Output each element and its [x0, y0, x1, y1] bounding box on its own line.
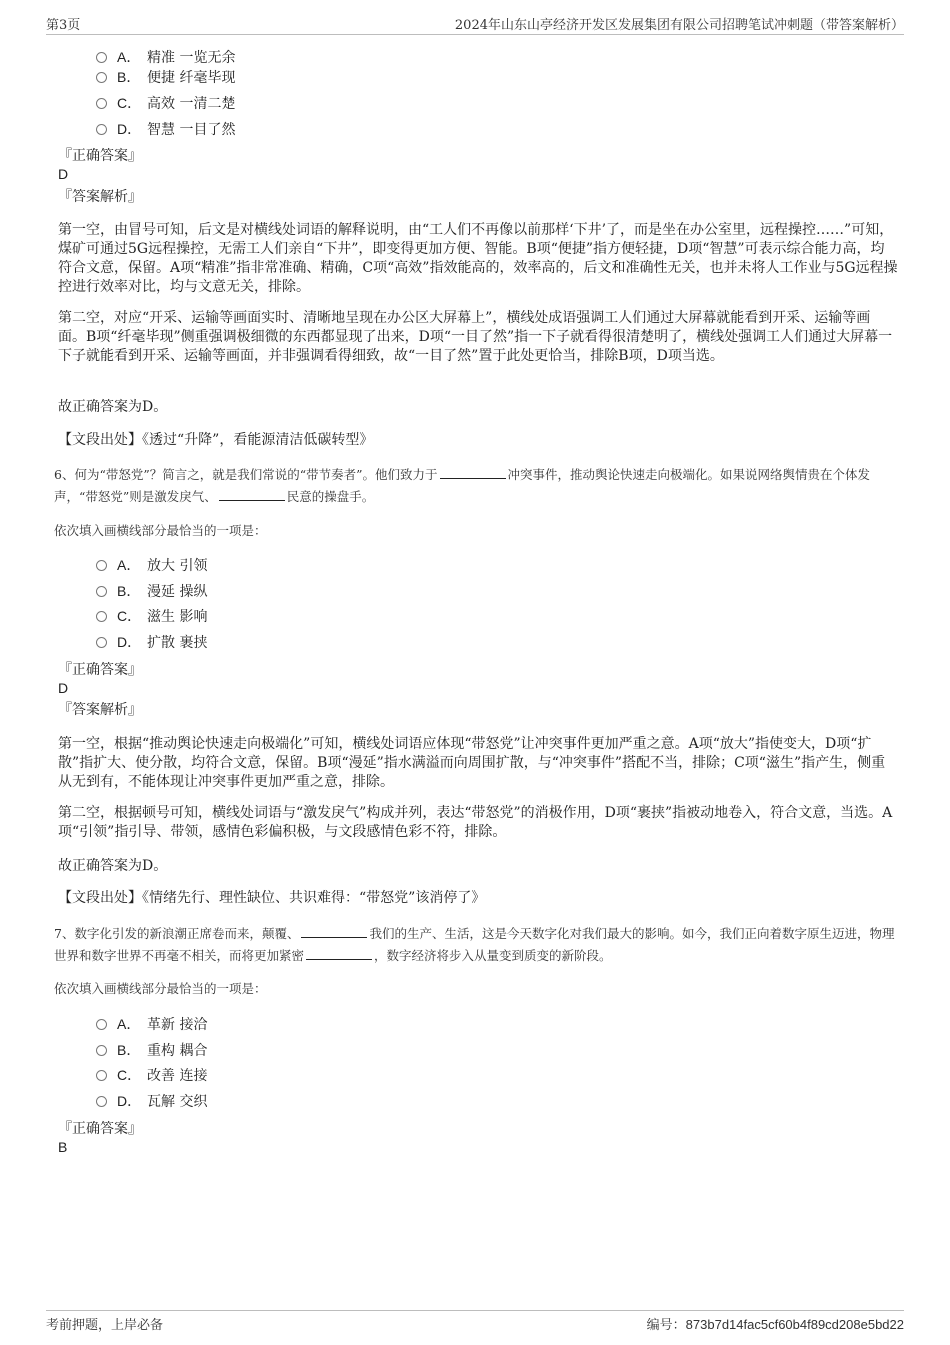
radio-icon[interactable] — [96, 1045, 107, 1056]
q6-analysis-label: 『答案解析』 — [58, 702, 142, 718]
q7-answer-label: 『正确答案』 — [58, 1121, 142, 1137]
q6-analysis-para-1: 第一空，根据“推动舆论快速走向极端化”可知，横线处词语应体现“带怒党”让冲突事件更加严重之意。A项“放大”指使变大，D项“扩散”指扩大、使分散，均符合文意，保留。B项“漫延”指水满溢而向周围扩散，与“冲突事件”搭配不当，排除；C项“滋生”指产生，侧重从无到有，不能体现让冲突事件更加严重之意，排除。 — [58, 736, 886, 790]
radio-icon[interactable] — [96, 52, 107, 63]
q5-option-c[interactable]: C． 高效 一清二楚 — [96, 93, 235, 113]
q6-question: 6、何为“带怒党”？简言之，就是我们常说的“带节奏者”。他们致力于 冲突事件，推动舆论快速走向极端化。如果说网络舆情贵在个体发声，“带怒党”则是激发戾气、 民意的操盘手。 — [54, 467, 871, 504]
q5-option-b[interactable]: B． 便捷 纤毫毕现 — [96, 67, 235, 87]
q6-option-c[interactable]: C． 滋生 影响 — [96, 606, 207, 626]
page-footer — [46, 1310, 904, 1333]
q6-blank-2 — [219, 488, 285, 501]
page-header — [46, 14, 904, 35]
q7-option-c[interactable]: C． 改善 连接 — [96, 1065, 207, 1085]
q7-blank-1 — [301, 925, 367, 938]
q6-prompt: 依次填入画横线部分最恰当的一项是： — [54, 523, 267, 538]
page-number: 第3页 — [46, 18, 81, 33]
radio-icon[interactable] — [96, 560, 107, 571]
q6-option-d[interactable]: D． 扩散 裹挟 — [96, 632, 207, 652]
q7-question: 7、数字化引发的新浪潮正席卷而来，颠覆、 我们的生产、生活，这是今天数字化对我们最大的影响。如今，我们正向着数字原生迈进，物理世界和数字世界不再毫不相关，而将更加紧密 ，数字经济将步入从量变到质变的新阶段。 — [54, 926, 895, 963]
q6-answer-label: 『正确答案』 — [58, 662, 142, 678]
radio-icon[interactable] — [96, 586, 107, 597]
radio-icon[interactable] — [96, 72, 107, 83]
radio-icon[interactable] — [96, 1019, 107, 1030]
radio-icon[interactable] — [96, 124, 107, 135]
radio-icon[interactable] — [96, 1096, 107, 1107]
q5-answer: D — [58, 166, 69, 182]
q6-option-a[interactable]: A． 放大 引领 — [96, 555, 207, 575]
radio-icon[interactable] — [96, 637, 107, 648]
q7-blank-2 — [306, 947, 372, 960]
q7-option-d[interactable]: D． 瓦解 交织 — [96, 1091, 207, 1111]
q5-analysis-para-2: 第二空，对应“开采、运输等画面实时、清晰地呈现在办公区大屏幕上”，横线处成语强调工人们通过大屏幕就能看到开采、运输等画面。B项“纤毫毕现”侧重强调极细微的东西都显现了出来，D项“一目了然”指一下子就看得很清楚明了，横线处强调工人们通过大屏幕一下子就能看到开采、运输等画面，并非强调看得细致，故“一目了然”置于此处更恰当，排除B项，D项当选。 — [58, 310, 893, 364]
radio-icon[interactable] — [96, 611, 107, 622]
q5-analysis-para-1: 第一空，由冒号可知，后文是对横线处词语的解释说明，由“工人们不再像以前那样‘下井’了，而是坐在办公室里，远程操控……”可知，煤矿可通过5G远程操控，无需工人们亲自“下井”，即变得更加方便、智能。B项“便捷”指方便轻捷，D项“智慧”可表示综合能力高，均符合文意，保留。A项“精准”指非常准确、精确，C项“高效”指效能高的，效率高的，后文和准确性无关，也并未将人工作业与5G远程操控进行效率对比，均与文意无关，排除。 — [58, 222, 898, 295]
document-code: 编号：873b7d14fac5cf60b4f89cd208e5bd22 — [646, 1317, 904, 1332]
q5-source: 【文段出处】《透过“升降”，看能源清洁低碳转型》 — [58, 432, 374, 448]
q7-answer: B — [58, 1139, 68, 1155]
footer-slogan: 考前押题，上岸必备 — [46, 1318, 164, 1333]
q7-prompt: 依次填入画横线部分最恰当的一项是： — [54, 981, 267, 996]
q6-blank-1 — [440, 466, 506, 479]
radio-icon[interactable] — [96, 1070, 107, 1081]
q6-analysis-conclusion: 故正确答案为D。 — [58, 858, 168, 874]
q5-analysis-conclusion: 故正确答案为D。 — [58, 399, 168, 415]
document-title: 2024年山东山亭经济开发区发展集团有限公司招聘笔试冲刺题（带答案解析） — [454, 18, 904, 33]
q6-answer: D — [58, 680, 69, 696]
radio-icon[interactable] — [96, 98, 107, 109]
q6-analysis-para-2: 第二空，根据顿号可知，横线处词语与“激发戾气”构成并列，表达“带怒党”的消极作用，D项“裹挟”指被动地卷入，符合文意，当选。A项“引领”指引导、带领，感情色彩偏积极，与文段感情色彩不符，排除。 — [58, 805, 893, 840]
q7-option-a[interactable]: A． 革新 接洽 — [96, 1014, 207, 1034]
q6-source: 【文段出处】《情绪先行、理性缺位、共识难得：“带怒党”该消停了》 — [58, 890, 486, 906]
q5-option-d[interactable]: D． 智慧 一目了然 — [96, 119, 235, 139]
q5-analysis-label: 『答案解析』 — [58, 189, 142, 205]
q7-option-b[interactable]: B． 重构 耦合 — [96, 1040, 207, 1060]
q5-answer-label: 『正确答案』 — [58, 148, 142, 164]
q5-option-a[interactable]: A． 精准 一览无余 — [96, 47, 235, 67]
q6-option-b[interactable]: B． 漫延 操纵 — [96, 581, 207, 601]
